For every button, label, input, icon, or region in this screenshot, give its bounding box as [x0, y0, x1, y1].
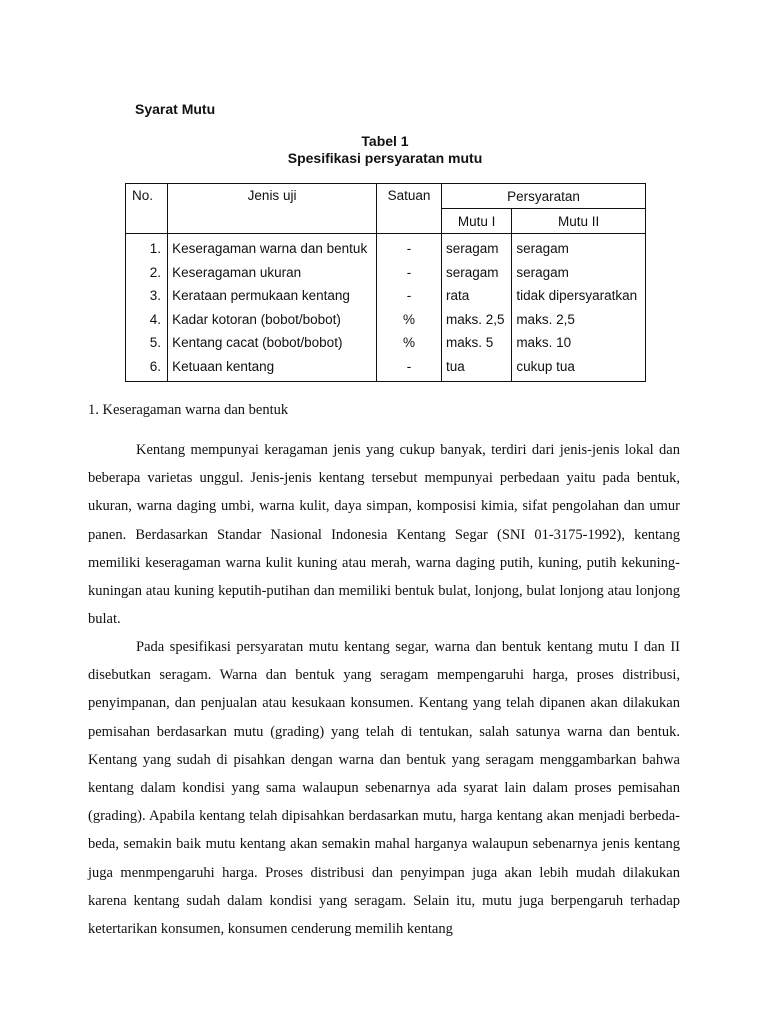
body-paragraph: Pada spesifikasi persyaratan mutu kentang segar, warna dan bentuk kentang mutu I dan II disebutkan seragam. Warna dan bentuk yang seragam mempengaruhi harga, proses distribusi, penyimpanan, dan penjualan atau kesukaan konsumen. Kentang yang telah dipanen akan dilakukan pemisahan berdasarkan mutu (grading) yang telah di tentukan, salah satunya warna dan bentuk. Kentang yang sudah di pisahkan dengan warna dan bentuk yang seragam menggambarkan bahwa kentang dalam kondisi yang sama walaupun sebenarnya ada syarat lain dalam proses pemisahan (grading). Apabila kentang telah dipisahkan berdasarkan mutu, harga kentang akan menjadi berbeda- beda, semakin baik mutu kentang akan semakin mahal harganya walaupun sebenarnya jenis kentang juga menmpengaruhi harga. Proses distribusi dan penyimpan juga akan lebih mudah dilakukan karena kentang sudah dalam kondisi yang seragam. Selain itu, mutu juga berpengaruh terhadap ketertarikan konsumen, konsumen cenderung memilih kentang: [88, 639, 680, 938]
cell-mutu-1: rata: [442, 284, 512, 308]
cell-no: 3.: [126, 284, 168, 308]
table-header-row: [126, 184, 646, 209]
header-jenis-uji: Jenis uji: [168, 184, 377, 234]
table-row: [126, 355, 646, 382]
table-row: [126, 261, 646, 285]
cell-no: 2.: [126, 261, 168, 285]
table-row: [126, 234, 646, 261]
table-row: [126, 308, 646, 332]
cell-jenis-uji: Keseragaman warna dan bentuk: [168, 234, 377, 261]
quality-spec-table: [125, 183, 646, 382]
cell-mutu-2: seragam: [512, 234, 646, 261]
table-row: [126, 284, 646, 308]
cell-mutu-2: tidak dipersyaratkan: [512, 284, 646, 308]
cell-mutu-2: seragam: [512, 261, 646, 285]
cell-mutu-2: maks. 2,5: [512, 308, 646, 332]
cell-satuan: -: [377, 261, 442, 285]
cell-jenis-uji: Keseragaman ukuran: [168, 261, 377, 285]
cell-mutu-2: maks. 10: [512, 331, 646, 355]
header-mutu-1: Mutu I: [442, 209, 512, 234]
cell-satuan: -: [377, 355, 442, 382]
subsection-title: 1. Keseragaman warna dan bentuk: [88, 402, 289, 418]
cell-satuan: -: [377, 284, 442, 308]
cell-no: 1.: [126, 234, 168, 261]
body-paragraph: Kentang mempunyai keragaman jenis yang cukup banyak, terdiri dari jenis-jenis lokal dan beberapa varietas unggul. Jenis-jenis kentang tersebut mempunyai perbedaan yaitu pada bentuk, ukuran, warna daging umbi, warna kulit, daya simpan, komposisi kimia, sifat pengolahan dan umur panen. Berdasarkan Standar Nasional Indonesia Kentang Segar (SNI 01-3175-1992), kentang memiliki keseragaman warna kulit kuning atau merah, warna daging putih, kuning, putih kekuning-kuningan atau kuning keputih-putihan dan memiliki bentuk bulat, lonjong, bulat lonjong atau lonjong bulat.: [88, 442, 680, 628]
header-satuan: Satuan: [377, 184, 442, 234]
cell-mutu-1: seragam: [442, 234, 512, 261]
cell-satuan: %: [377, 308, 442, 332]
cell-mutu-1: seragam: [442, 261, 512, 285]
section-heading: Syarat Mutu: [135, 101, 216, 117]
cell-no: 4.: [126, 308, 168, 332]
cell-mutu-1: maks. 5: [442, 331, 512, 355]
header-mutu-2: Mutu II: [512, 209, 646, 234]
cell-satuan: -: [377, 234, 442, 261]
cell-no: 5.: [126, 331, 168, 355]
cell-jenis-uji: Kentang cacat (bobot/bobot): [168, 331, 377, 355]
header-persyaratan: Persyaratan: [442, 184, 646, 209]
cell-jenis-uji: Kadar kotoran (bobot/bobot): [168, 308, 377, 332]
cell-jenis-uji: Kerataan permukaan kentang: [168, 284, 377, 308]
cell-mutu-2: cukup tua: [512, 355, 646, 382]
cell-jenis-uji: Ketuaan kentang: [168, 355, 377, 382]
table-caption-number: Tabel 1: [361, 133, 409, 149]
table-caption-title: Spesifikasi persyaratan mutu: [287, 150, 483, 166]
table-row: [126, 331, 646, 355]
cell-no: 6.: [126, 355, 168, 382]
cell-mutu-1: tua: [442, 355, 512, 382]
cell-mutu-1: maks. 2,5: [442, 308, 512, 332]
header-no: No.: [126, 184, 168, 234]
cell-satuan: %: [377, 331, 442, 355]
